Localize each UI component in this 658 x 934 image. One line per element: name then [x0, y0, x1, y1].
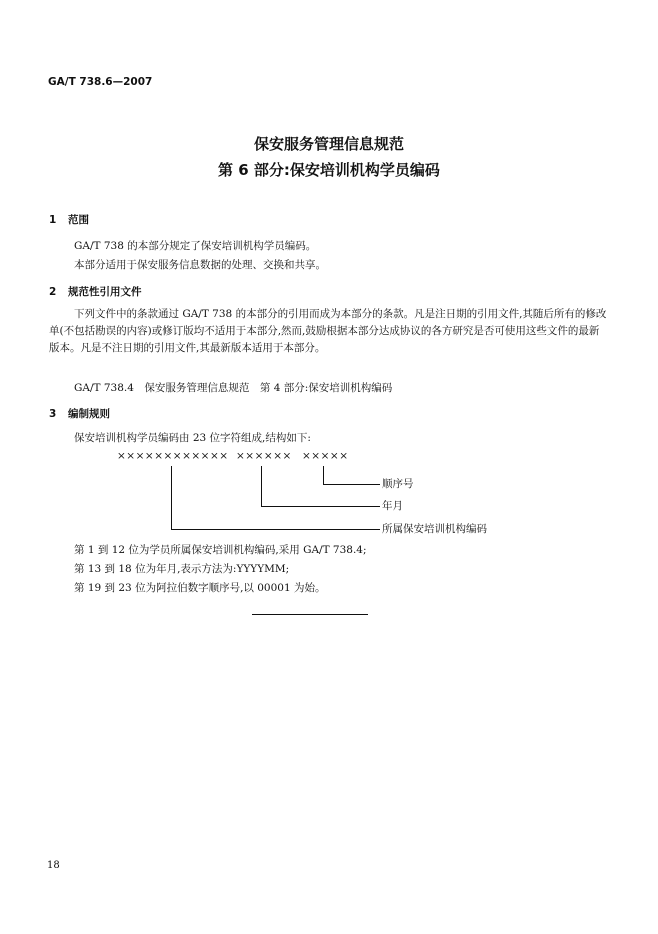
section-title: 范围	[68, 214, 89, 226]
label-org-code: 所属保安培训机构编码	[382, 523, 487, 535]
connector-line	[261, 506, 380, 507]
document-code: GA/T 738.6—2007	[48, 76, 153, 88]
rule-line-3: 第 19 到 23 位为阿拉伯数字顺序号,以 00001 为始。	[74, 582, 326, 594]
section-title: 编制规则	[68, 408, 110, 420]
connector-line	[171, 466, 172, 530]
end-rule	[252, 614, 368, 615]
rule-line-1: 第 1 到 12 位为学员所属保安培训机构编码,采用 GA/T 738.4;	[74, 544, 367, 556]
rule-line-2: 第 13 到 18 位为年月,表示方法为:YYYYMM;	[74, 563, 290, 575]
connector-line	[171, 529, 380, 530]
connector-line	[323, 466, 324, 485]
section-heading-1	[49, 212, 89, 227]
section-number: 1	[49, 214, 57, 226]
section-number: 2	[49, 286, 57, 298]
paragraph: 保安培训机构学员编码由 23 位字符组成,结构如下:	[74, 432, 311, 444]
label-sequence: 顺序号	[382, 478, 414, 490]
code-group-org: ××××××××××××	[117, 450, 229, 462]
document-subtitle: 第 6 部分:保安培训机构学员编码	[218, 161, 440, 179]
connector-line	[323, 484, 380, 485]
paragraph: 本部分适用于保安服务信息数据的处理、交换和共享。	[74, 259, 326, 271]
page-number: 18	[47, 860, 60, 871]
paragraph: 下列文件中的条款通过 GA/T 738 的本部分的引用而成为本部分的条款。凡是注日期的引用文件,其随后所有的修改单(不包括勘误的内容)或修订版均不适用于本部分,然而,鼓励根据本部分达成协议的各方研究是否可使用这些文件的最新版本。凡是不注日期的引用文件,其最新版本适用于本部分。	[49, 308, 607, 354]
paragraph: GA/T 738 的本部分规定了保安培训机构学员编码。	[74, 240, 317, 252]
connector-line	[261, 466, 262, 507]
section-heading-3	[49, 406, 110, 421]
section-heading-2	[49, 284, 142, 299]
code-group-yearmonth: ××××××	[236, 450, 292, 462]
normative-reference: GA/T 738.4 保安服务管理信息规范 第 4 部分:保安培训机构编码	[74, 382, 393, 394]
section-title: 规范性引用文件	[68, 286, 142, 298]
section-number: 3	[49, 408, 57, 420]
document-title: 保安服务管理信息规范	[253, 135, 404, 153]
label-yearmonth: 年月	[382, 500, 403, 512]
code-group-sequence: ×××××	[302, 450, 349, 462]
